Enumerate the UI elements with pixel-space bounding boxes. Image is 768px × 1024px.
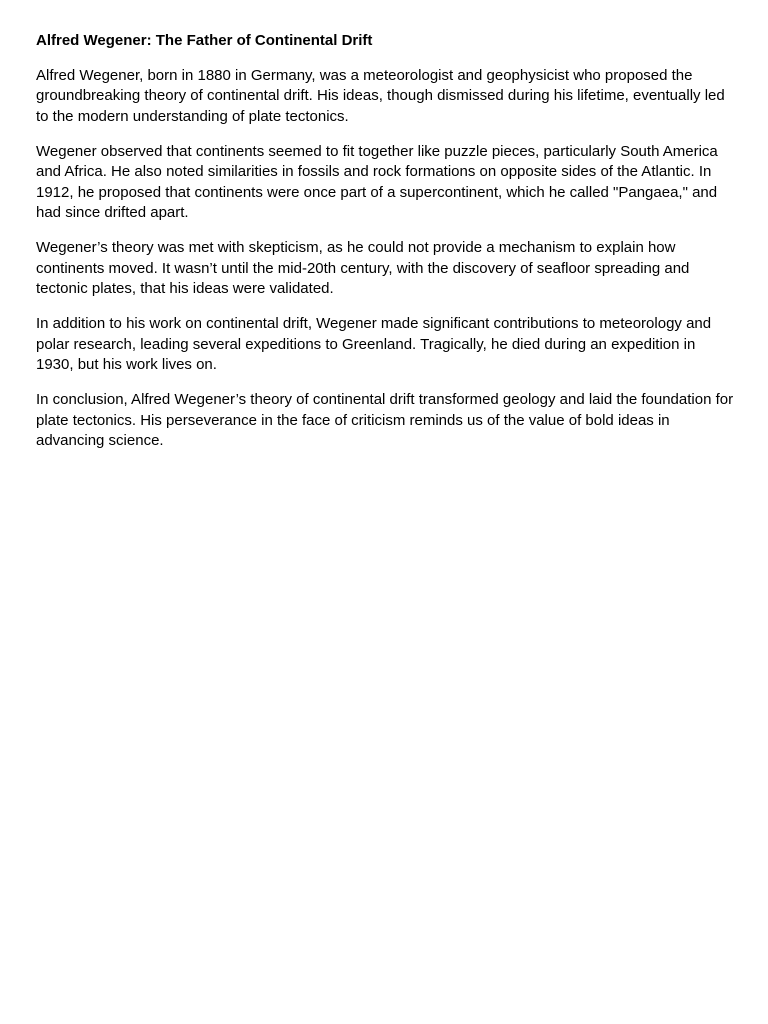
paragraph-4: In addition to his work on continental drift, Wegener made significant contributions to meteorology and polar research, leading several expeditions to Greenland. Tragically, he died during an expedition in 1930, but his work lives on. <box>36 315 712 373</box>
document-page <box>36 31 736 466</box>
paragraph-5: In conclusion, Alfred Wegener’s theory of continental drift transformed geology and laid the foundation for plate tectonics. His perseverance in the face of criticism reminds us of the value of bold ideas in advancing science. <box>36 391 734 449</box>
document-title: Alfred Wegener: The Father of Continental Drift <box>36 32 373 49</box>
paragraph-1: Alfred Wegener, born in 1880 in Germany, was a meteorologist and geophysicist who proposed the groundbreaking theory of continental drift. His ideas, though dismissed during his lifetime, eventually led to the modern understanding of plate tectonics. <box>36 66 725 125</box>
paragraph-3: Wegener’s theory was met with skepticism, as he could not provide a mechanism to explain how continents moved. It wasn’t until the mid-20th century, with the discovery of seafloor spreading and tectonic plates, that his ideas were validated. <box>36 239 690 297</box>
paragraph-2: Wegener observed that continents seemed to fit together like puzzle pieces, particularly South America and Africa. He also noted similarities in fossils and rock formations on opposite sides of the Atlantic. In 1912, he proposed that continents were once part of a supercontinent, which he called "Pangaea," and had since drifted apart. <box>36 142 718 221</box>
